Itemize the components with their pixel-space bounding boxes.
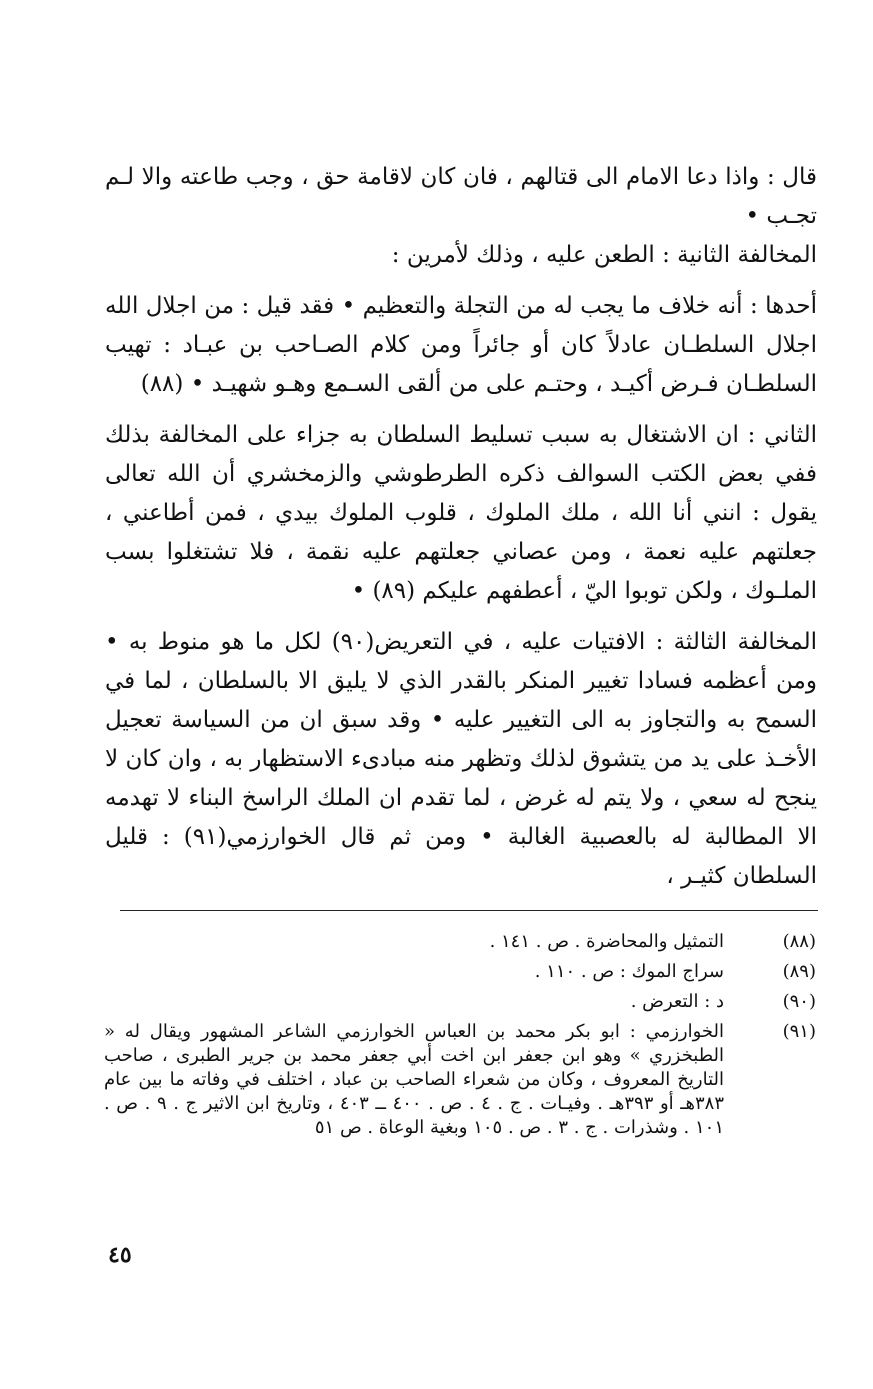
footnote-text: سراج الموك : ص . ١١٠ . xyxy=(534,961,724,982)
paragraph-second-violation-heading: المخالفة الثانية : الطعن عليه ، وذلك لأمرين : xyxy=(391,242,817,268)
main-text-block xyxy=(105,158,817,896)
footnote-number: (٨٨) xyxy=(782,931,816,952)
footnote-text: الخوارزمي : ابو بكر محمد بن العباس الخوارزمي الشاعر المشهور ويقال له « الطبخزري » وهو ابن جعفر ابن اخت أبي جعفر محمد بن جرير الطبرى ، صاحب التاريخ المعروف ، وكان من شعراء الصاحب بن عباد ، اختلف في وفاته ما بين عام ٣٨٣هـ أو ٣٩٣هـ . وفيـات . ج . ٤ . ص . ٤٠٠ ــ ٤٠٣ ، وتاريخ ابن الاثير ج . ٩ . ص . ١٠١ . وشذرات . ج . ٣ . ص . ١٠٥ وبغية الوعاة . ص ٥١ xyxy=(104,1021,725,1138)
footnote-89 xyxy=(104,960,816,984)
footnote-number: (٨٩) xyxy=(782,961,816,982)
footnote-text: التمثيل والمحاضرة . ص . ١٤١ . xyxy=(489,931,724,952)
page-number: ٤٥ xyxy=(108,1242,132,1268)
footnote-number: (٩١) xyxy=(782,1021,816,1042)
footnotes-section xyxy=(104,930,816,1146)
footnote-90 xyxy=(104,990,816,1014)
paragraph-imam-call: قال : واذا دعا الامام الى قتالهم ، فان كان لاقامة حق ، وجب طاعته والا لـم تجـب • xyxy=(105,164,817,229)
paragraph-second-reason: الثاني : ان الاشتغال به سبب تسليط السلطان به جزاء على المخالفة بذلك ففي بعض الكتب السوالف ذكره الطرطوشي والزمخشري أن الله تعالى يقول : انني أنا الله ، ملك الملوك ، قلوب الملوك بيدي ، فمن أطاعني ، جعلتهم عليه نعمة ، ومن عصاني جعلتهم عليه نقمة ، فلا تشتغلوا بسب الملـوك ، ولكن توبوا اليّ ، أعطفهم عليكم (٨٩) • xyxy=(105,422,817,604)
paragraph-third-violation: المخالفة الثالثة : الافتيات عليه ، في التعريض(٩٠) لكل ما هو منوط به • ومن أعظمه فسادا تغيير المنكر بالقدر الذي لا يليق الا بالسلطان ، لما في السمح به والتجاوز به الى التغيير عليه • وقد سبق ان من السياسة تعجيل الأخـذ على يد من يتشوق لذلك وتظهر منه مبادىء الاستظهار به ، وان كان لا ينجح له سعي ، ولا يتم له غرض ، لما تقدم ان الملك الراسخ البناء لا تهدمه الا المطالبة له بالعصبية الغالبة • ومن ثم قال الخوارزمي(٩١) : قليل السلطان كثيـر ، xyxy=(105,629,817,889)
footnote-separator xyxy=(120,910,818,911)
paragraph-first-reason: أحدها : أنه خلاف ما يجب له من التجلة والتعظيم • فقد قيل : من اجلال الله اجلال السلطـان عادلاً كان أو جائراً ومن كلام الصـاحب بن عبـاد : تهيب السلطـان فـرض أكيـد ، وحتـم على من ألقى السـمع وهـو شهيـد • (٨٨) xyxy=(105,293,817,397)
footnote-88 xyxy=(104,930,816,954)
footnote-91 xyxy=(104,1020,816,1140)
footnote-number: (٩٠) xyxy=(782,991,816,1012)
footnote-text: د : التعرض . xyxy=(630,991,724,1012)
